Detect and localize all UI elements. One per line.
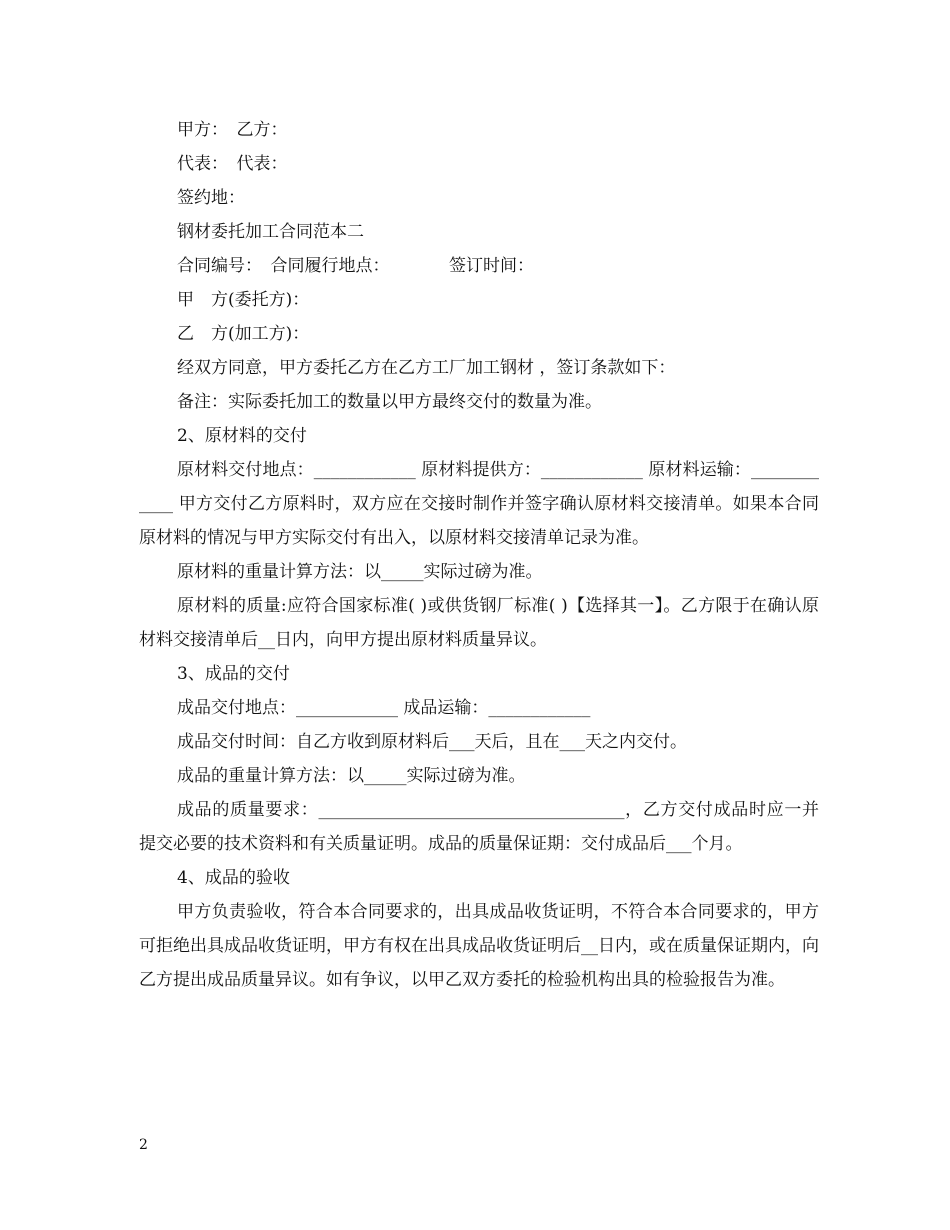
agreement-intro: 经双方同意，甲方委托乙方在乙方工厂加工钢材 ，签订条款如下： <box>177 358 676 378</box>
remark-line: 备注：实际委托加工的数量以甲方最终交付的数量为准。 <box>177 392 602 412</box>
product-quality-paragraph: 成品的质量要求：____________________________________，乙方交付成品时应一并提交必要的技术资料和有关质量证明。成品的质量保证期：交付成品后___个月。 <box>139 800 819 854</box>
document-body <box>139 113 819 997</box>
raw-material-delivery-paragraph: 原材料交付地点：____________ 原材料提供方：____________ 原材料运输：____________ 甲方交付乙方原料时，双方应在交接时制作并签字确认原材料交接清单。如果本合同原材料的情况与甲方实际交付有出入，以原材料交接清单记录为准。 <box>139 460 819 548</box>
section-heading-raw-material: 2、原材料的交付 <box>177 426 307 446</box>
party-a-line: 甲 方(委托方)： <box>177 290 310 310</box>
contract-title: 钢材委托加工合同范本二 <box>177 222 364 242</box>
party-line: 甲方： 乙方： <box>177 120 288 140</box>
signing-place-line: 签约地： <box>177 188 245 208</box>
page-number: 2 <box>139 1137 148 1153</box>
representative-line: 代表： 代表： <box>177 154 288 174</box>
product-delivery-time-line: 成品交付时间：自乙方收到原材料后___天后，且在___天之内交付。 <box>177 732 687 752</box>
section-heading-acceptance: 4、成品的验收 <box>177 868 290 888</box>
product-weight-line: 成品的重量计算方法：以_____实际过磅为准。 <box>177 766 526 786</box>
product-delivery-place-line: 成品交付地点：____________ 成品运输：____________ <box>177 698 591 718</box>
raw-material-quality-paragraph: 原材料的质量:应符合国家标准( )或供货钢厂标准( )【选择其一】。乙方限于在确认原材料交接清单后__日内，向甲方提出原材料质量异议。 <box>139 596 819 650</box>
section-heading-product-delivery: 3、成品的交付 <box>177 664 290 684</box>
party-b-line: 乙 方(加工方)： <box>177 324 310 344</box>
raw-material-weight-line: 原材料的重量计算方法：以_____实际过磅为准。 <box>177 562 543 582</box>
acceptance-paragraph: 甲方负责验收，符合本合同要求的，出具成品收货证明，不符合本合同要求的，甲方可拒绝出具成品收货证明，甲方有权在出具成品收货证明后__日内，或在质量保证期内，向乙方提出成品质量异议。如有争议，以甲乙双方委托的检验机构出具的检验报告为准。 <box>139 902 819 990</box>
contract-info-line: 合同编号： 合同履行地点： 签订时间： <box>177 256 534 276</box>
